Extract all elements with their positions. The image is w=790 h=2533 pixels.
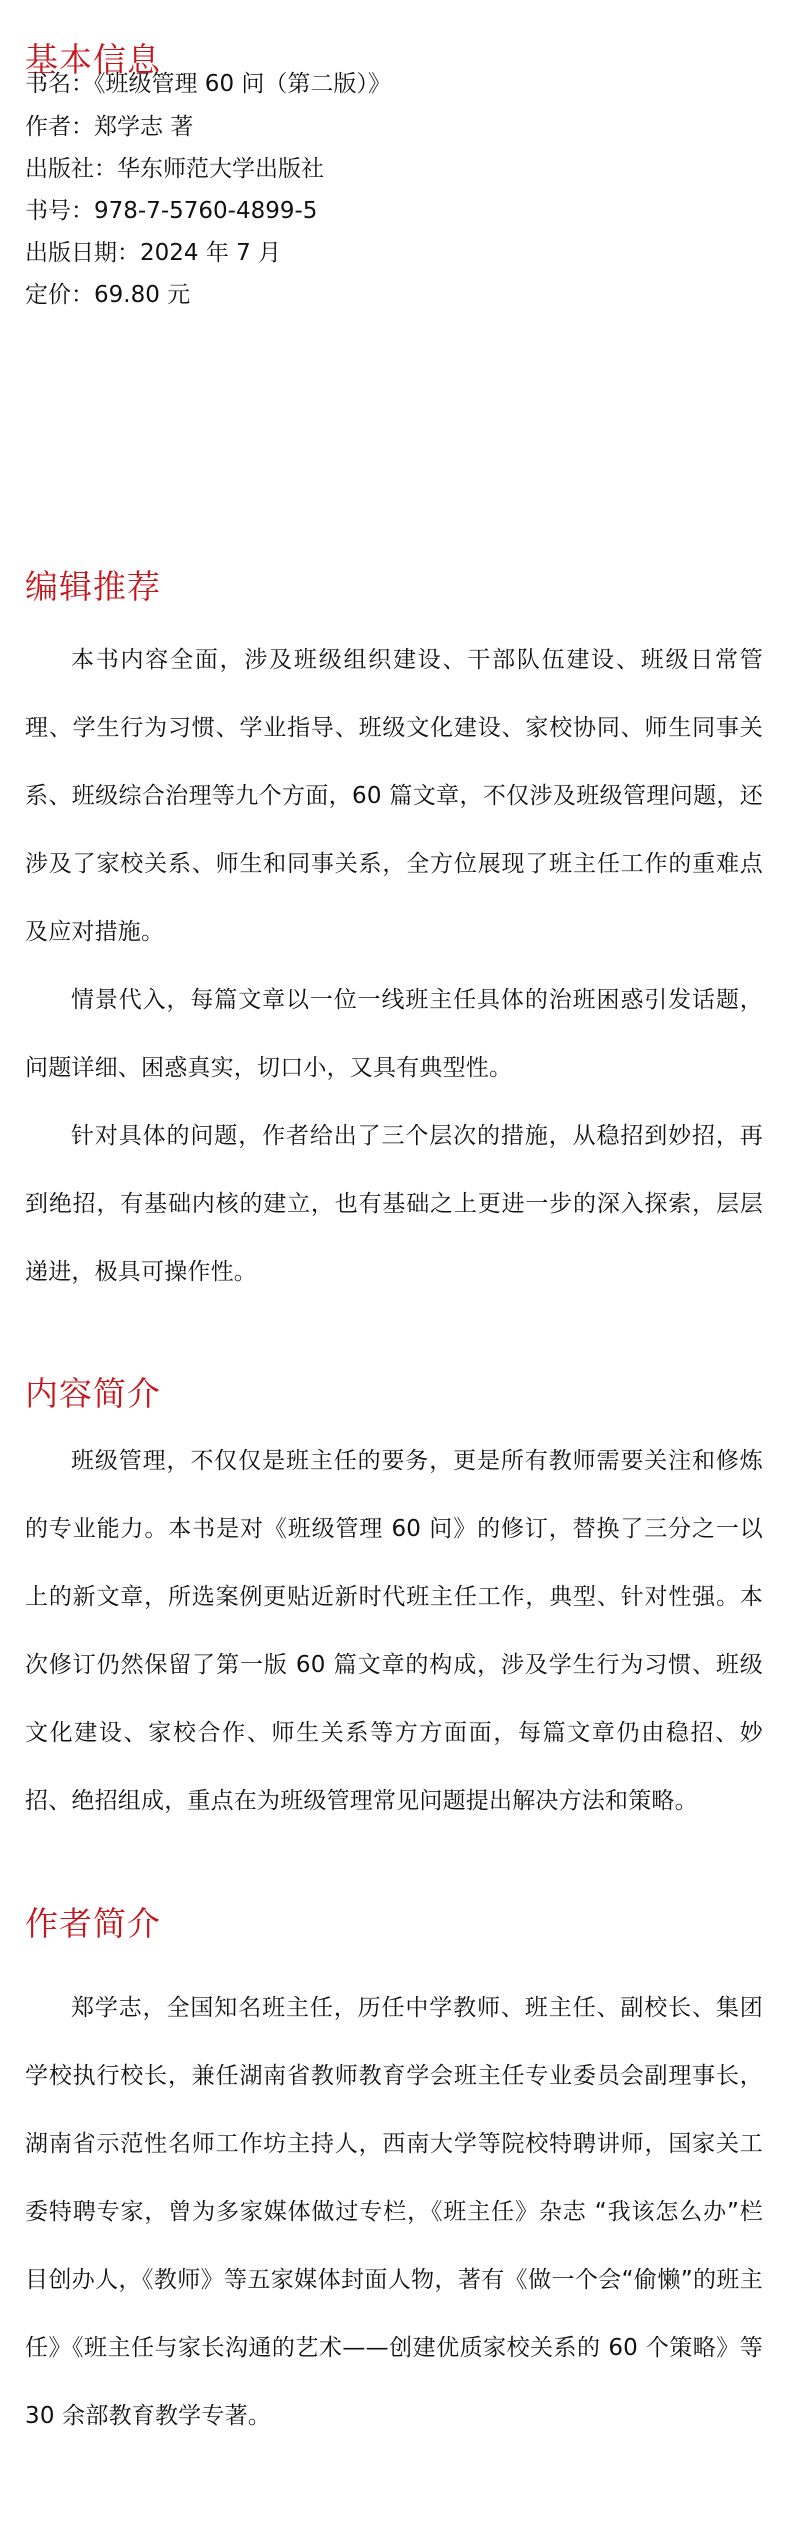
- author-intro-paragraph: 郑学志，全国知名班主任，历任中学教师、班主任、副校长、集团学校执行校长，兼任湖南省教师教育学会班主任专业委员会副理事长，湖南省示范性名师工作坊主持人，西南大学等院校特聘讲师，国家关工委特聘专家，曾为多家媒体做过专栏，《班主任》杂志 “我该怎么办”栏目创办人，《教师》等五家媒体封面人物，著有《做一个会“偷懒”的班主任》《班主任与家长沟通的艺术——创建优质家校关系的 60 个策略》等 30 余部教育教学专著。: [25, 1995, 763, 2429]
- info-isbn: 书号：978-7-5760-4899-5: [25, 198, 318, 224]
- author-intro-heading: 作者简介: [25, 1904, 161, 1943]
- basic-info-heading: 基本信息: [25, 40, 161, 79]
- content-intro-heading: 内容简介: [25, 1374, 161, 1413]
- info-publisher: 出版社：华东师范大学出版社: [25, 156, 324, 182]
- info-author: 作者：郑学志 著: [25, 114, 194, 140]
- info-book-title: 书名：《班级管理 60 问（第二版）》: [25, 71, 391, 97]
- info-price: 定价：69.80 元: [25, 282, 191, 308]
- content-intro-paragraph: 班级管理，不仅仅是班主任的要务，更是所有教师需要关注和修炼的专业能力。本书是对《班级管理 60 问》的修订，替换了三分之一以上的新文章，所选案例更贴近新时代班主任工作，典型、针对性强。本次修订仍然保留了第一版 60 篇文章的构成，涉及学生行为习惯、班级文化建设、家校合作、师生关系等方方面面，每篇文章仍由稳招、妙招、绝招组成，重点在为班级管理常见问题提出解决方法和策略。: [25, 1448, 763, 1814]
- editor-recommend-paragraph-1: 本书内容全面，涉及班级组织建设、干部队伍建设、班级日常管理、学生行为习惯、学业指导、班级文化建设、家校协同、师生同事关系、班级综合治理等九个方面，60 篇文章，不仅涉及班级管理问题，还涉及了家校关系、师生和同事关系，全方位展现了班主任工作的重难点及应对措施。: [25, 647, 763, 945]
- editor-recommend-heading: 编辑推荐: [25, 567, 161, 606]
- editor-recommend-paragraph-3: 针对具体的问题，作者给出了三个层次的措施，从稳招到妙招，再到绝招，有基础内核的建立，也有基础之上更进一步的深入探索，层层递进，极具可操作性。: [25, 1123, 763, 1285]
- editor-recommend-paragraph-2: 情景代入，每篇文章以一位一线班主任具体的治班困惑引发话题，问题详细、困惑真实，切口小，又具有典型性。: [25, 987, 763, 1081]
- info-pub-date: 出版日期：2024 年 7 月: [25, 240, 282, 266]
